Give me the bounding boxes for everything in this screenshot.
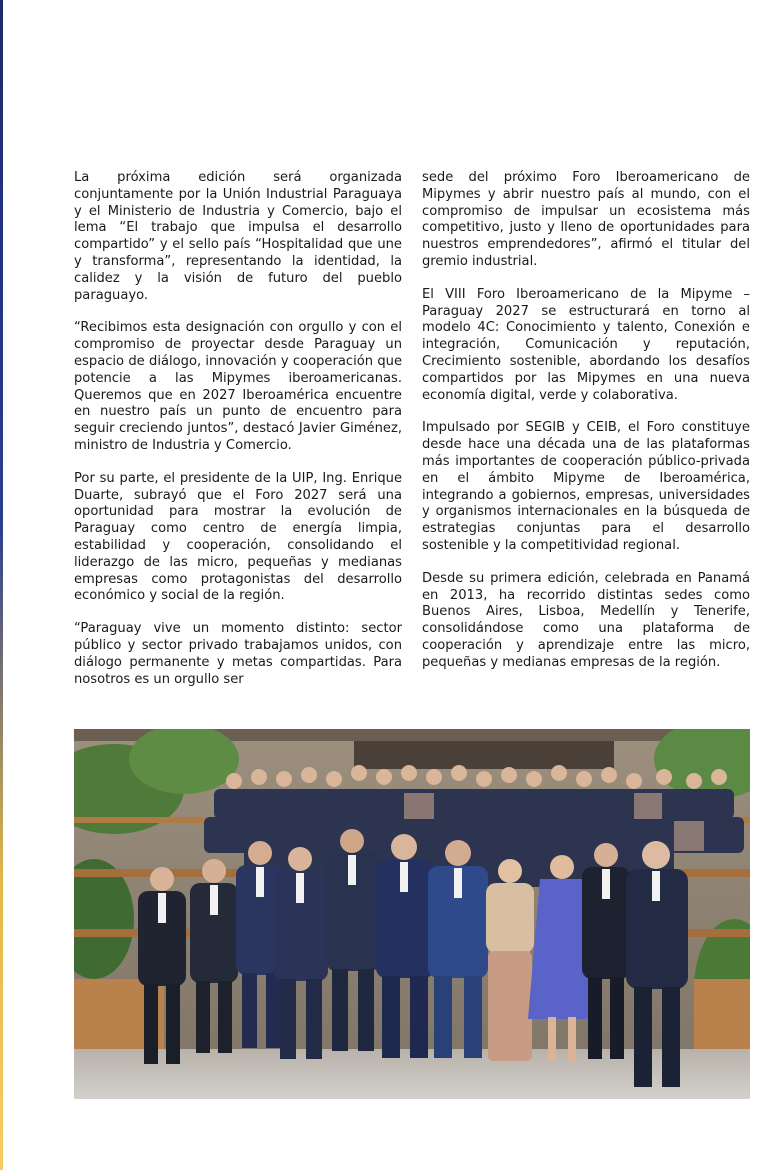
paragraph: Por su parte, el presidente de la UIP, Ing. Enrique Duarte, subrayó que el Foro 2027 será una oportunidad para mostrar la evolución de Paraguay como centro de energía limpia, estabilidad y cooperación, consolidando el liderazgo de las micro, pequeñas y medianas empresas como protagonistas del desarrollo económico y social de la región. bbox=[74, 470, 402, 604]
paragraph: La próxima edición será organizada conjuntamente por la Unión Industrial Paraguaya y el Ministerio de Industria y Comercio, bajo el lema “El trabajo que impulsa el desarrollo compartido” y el sello país “Hospitalidad que une y transforma”, representando la identidad, la calidez y la visión de futuro del pueblo paraguayo. bbox=[74, 170, 402, 303]
article-body bbox=[74, 170, 750, 688]
paragraph: “Recibimos esta designación con orgullo y con el compromiso de proyectar desde Paraguay un espacio de diálogo, innovación y cooperación que potencie a las Mipymes iberoamericanas. Queremos que en 2027 Iberoamérica encuentre en nuestro país un punto de encuentro para seguir creciendo juntos”, destacó Javier Giménez, ministro de Industria y Comercio. bbox=[74, 320, 402, 453]
group-photo-icon bbox=[74, 729, 750, 1099]
page-accent-bar bbox=[0, 0, 3, 1170]
paragraph: sede del próximo Foro Iberoamericano de Mipymes y abrir nuestro país al mundo, con el compromiso de impulsar un ecosistema más competitivo, justo y lleno de oportunidades para nuestros emprendedores”, afirmó el titular del gremio industrial. bbox=[422, 170, 750, 269]
group-photo bbox=[74, 729, 750, 1099]
paragraph: “Paraguay vive un momento distinto: sector público y sector privado trabajamos unidos, con diálogo permanente y metas compartidas. Para nosotros es un orgullo ser bbox=[74, 621, 402, 687]
left-column bbox=[74, 170, 402, 688]
paragraph: Impulsado por SEGIB y CEIB, el Foro constituye desde hace una década una de las plataformas más importantes de cooperación público-privada en el ámbito Mipyme de Iberoamérica, integrando a gobiernos, empresas, universidades y organismos internacionales en la búsqueda de estrategias conjuntas para el desarrollo sostenible y la competitividad regional. bbox=[422, 420, 750, 553]
paragraph: Desde su primera edición, celebrada en Panamá en 2013, ha recorrido distintas sedes como Buenos Aires, Lisboa, Medellín y Tenerife, consolidándose como una plataforma de cooperación y aprendizaje entre las micro, pequeñas y medianas empresas de la región. bbox=[422, 570, 750, 670]
right-column bbox=[422, 170, 750, 688]
paragraph: El VIII Foro Iberoamericano de la Mipyme – Paraguay 2027 se estructurará en torno al modelo 4C: Conocimiento y talento, Conexión e integración, Comunicación y reputación, Crecimiento sostenible, abordando los desafíos compartidos por las Mipymes en una nueva economía digital, verde y colaborativa. bbox=[422, 286, 750, 403]
